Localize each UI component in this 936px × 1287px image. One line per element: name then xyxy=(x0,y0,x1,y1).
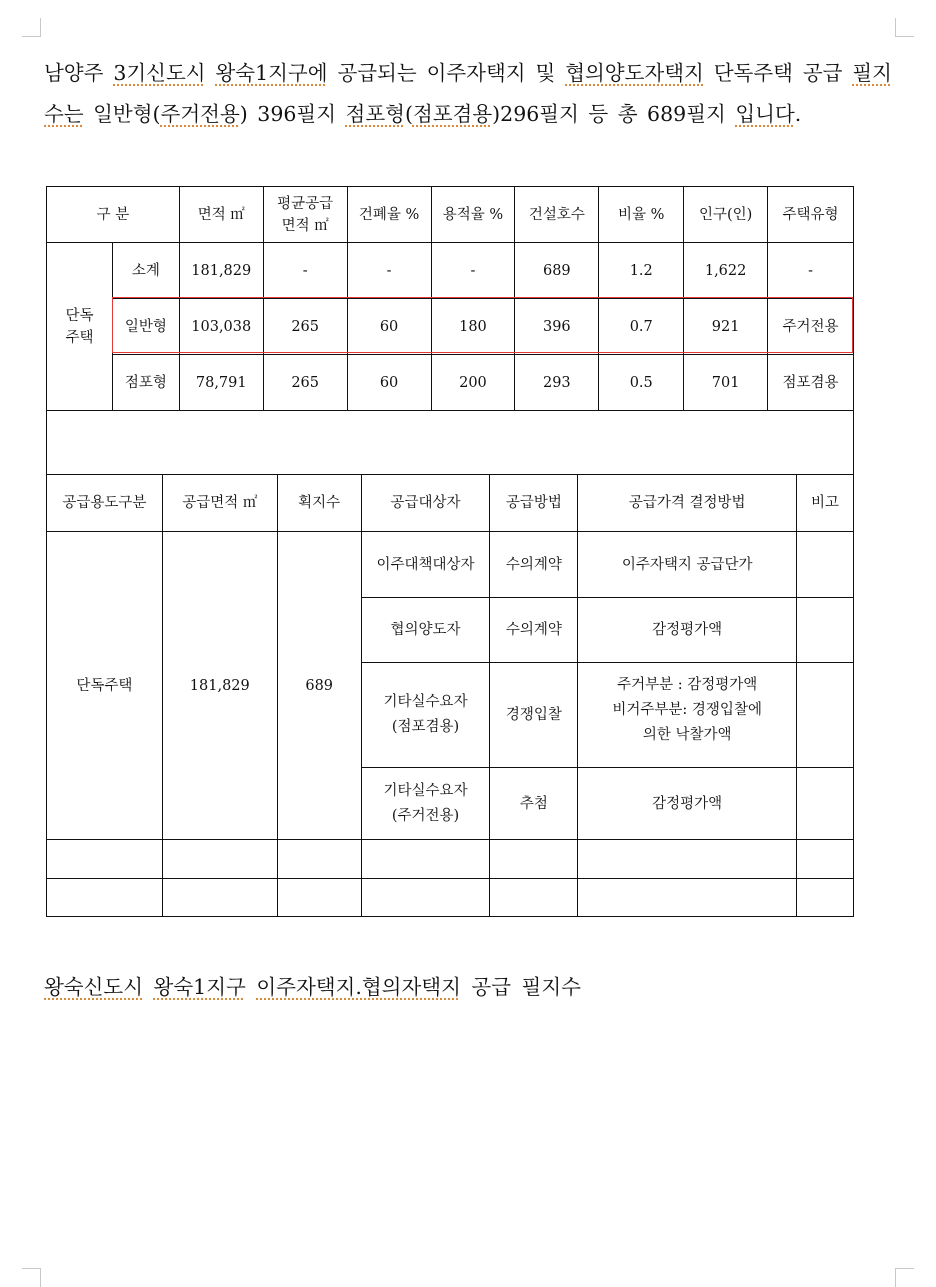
use-cell: 단독주택 xyxy=(47,532,163,840)
area-cell: 181,829 xyxy=(162,532,277,840)
intro-text: 필지수는 xyxy=(44,60,892,126)
header-cell: 공급면적 ㎡ xyxy=(162,475,277,532)
crop-mark-top-right xyxy=(895,18,914,37)
population-cell: 1,622 xyxy=(684,243,768,299)
table-row-highlighted xyxy=(47,299,854,355)
note-cell xyxy=(797,532,854,598)
header-cell: 구 분 xyxy=(47,187,180,243)
header-cell: 건폐율 % xyxy=(347,187,431,243)
note-cell xyxy=(797,663,854,768)
avg-area-cell: - xyxy=(263,243,347,299)
avg-area-cell: 265 xyxy=(263,355,347,411)
table-row xyxy=(47,243,854,299)
row-label: 점포형 xyxy=(112,355,179,411)
note-cell xyxy=(797,598,854,663)
intro-text: 3기신도시 xyxy=(113,60,206,85)
header-cell: 주택유형 xyxy=(768,187,854,243)
intro-text: 공급되는 이주자택지 및 xyxy=(327,60,566,85)
row-label: 일반형 xyxy=(112,299,179,355)
method-cell: 수의계약 xyxy=(490,532,578,598)
price-cell: 감정평가액 xyxy=(578,598,797,663)
caption xyxy=(44,969,581,1005)
intro-text: 등 총 689필지 xyxy=(578,101,736,126)
price-cell: 이주자택지 공급단가 xyxy=(578,532,797,598)
intro-text: 입니다 xyxy=(735,101,795,126)
bcr-cell: - xyxy=(347,243,431,299)
note-cell xyxy=(797,768,854,840)
bcr-cell: 60 xyxy=(347,299,431,355)
caption-text: 왕숙1지구 xyxy=(153,974,246,999)
type-cell: - xyxy=(768,243,854,299)
intro-text: 단독주택 공급 xyxy=(703,60,853,85)
caption-text: 왕숙신도시 xyxy=(44,974,144,999)
row-label: 소계 xyxy=(112,243,179,299)
empty-row xyxy=(47,840,854,879)
empty-row xyxy=(47,879,854,917)
supply-method-table xyxy=(46,474,854,917)
far-cell: 180 xyxy=(431,299,515,355)
table-header-row xyxy=(47,475,854,532)
table-header-row xyxy=(47,187,854,243)
intro-text: 협의양도자택지 xyxy=(565,60,704,85)
housing-summary-table xyxy=(46,186,854,475)
crop-mark-bottom-left xyxy=(22,1268,41,1287)
caption-text: 이주자택지.협의자택지 xyxy=(256,974,461,999)
header-cell: 용적율 % xyxy=(431,187,515,243)
header-cell: 인구(인) xyxy=(684,187,768,243)
intro-text: 왕숙1지구에 xyxy=(215,60,328,85)
target-cell: 기타실수요자 (주거전용) xyxy=(361,768,490,840)
area-cell: 78,791 xyxy=(179,355,263,411)
method-cell: 경쟁입찰 xyxy=(490,663,578,768)
header-cell: 비율 % xyxy=(599,187,684,243)
intro-text: 주거전용 xyxy=(160,101,240,126)
header-cell: 면적 ㎡ xyxy=(179,187,263,243)
ratio-cell: 0.5 xyxy=(599,355,684,411)
target-cell: 협의양도자 xyxy=(361,598,490,663)
intro-text: 점포겸용 xyxy=(412,101,493,126)
intro-text: ) 396필지 xyxy=(239,101,346,126)
target-cell: 이주대책대상자 xyxy=(361,532,490,598)
type-cell: 주거전용 xyxy=(768,299,854,355)
header-cell: 공급대상자 xyxy=(361,475,490,532)
area-cell: 103,038 xyxy=(179,299,263,355)
price-cell: 주거부분 : 감정평가액 비거주부분: 경쟁입찰에 의한 낙찰가액 xyxy=(578,663,797,768)
crop-mark-bottom-right xyxy=(895,1268,914,1287)
intro-text: 일반형( xyxy=(83,101,161,126)
header-cell: 평균공급 면적 ㎡ xyxy=(263,187,347,243)
intro-text: 점포형 xyxy=(345,101,405,126)
units-cell: 689 xyxy=(515,243,599,299)
ratio-cell: 0.7 xyxy=(599,299,684,355)
header-cell: 비고 xyxy=(797,475,854,532)
header-cell: 건설호수 xyxy=(515,187,599,243)
area-cell: 181,829 xyxy=(179,243,263,299)
header-cell: 공급가격 결정방법 xyxy=(578,475,797,532)
method-cell: 수의계약 xyxy=(490,598,578,663)
population-cell: 921 xyxy=(684,299,768,355)
table-row xyxy=(47,532,854,598)
lots-cell: 689 xyxy=(277,532,361,840)
units-cell: 293 xyxy=(515,355,599,411)
type-cell: 점포겸용 xyxy=(768,355,854,411)
intro-paragraph xyxy=(44,53,892,135)
price-cell: 감정평가액 xyxy=(578,768,797,840)
intro-text: 남양주 xyxy=(44,60,114,85)
intro-text: )296필지 xyxy=(492,101,579,126)
blank-row xyxy=(47,411,854,475)
crop-mark-top-left xyxy=(22,18,41,37)
header-cell: 획지수 xyxy=(277,475,361,532)
population-cell: 701 xyxy=(684,355,768,411)
group-label-cell: 단독 주택 xyxy=(47,243,113,411)
intro-text: ( xyxy=(404,101,413,126)
intro-text: . xyxy=(794,101,802,126)
caption-text xyxy=(246,975,257,999)
table-row xyxy=(47,355,854,411)
avg-area-cell: 265 xyxy=(263,299,347,355)
intro-text xyxy=(206,61,216,85)
header-cell: 공급용도구분 xyxy=(47,475,163,532)
caption-text: 공급 필지수 xyxy=(460,974,581,999)
blank-cell xyxy=(47,411,854,475)
units-cell: 396 xyxy=(515,299,599,355)
method-cell: 추첨 xyxy=(490,768,578,840)
target-cell: 기타실수요자 (점포겸용) xyxy=(361,663,490,768)
ratio-cell: 1.2 xyxy=(599,243,684,299)
far-cell: - xyxy=(431,243,515,299)
bcr-cell: 60 xyxy=(347,355,431,411)
caption-text xyxy=(143,975,154,999)
far-cell: 200 xyxy=(431,355,515,411)
header-cell: 공급방법 xyxy=(490,475,578,532)
